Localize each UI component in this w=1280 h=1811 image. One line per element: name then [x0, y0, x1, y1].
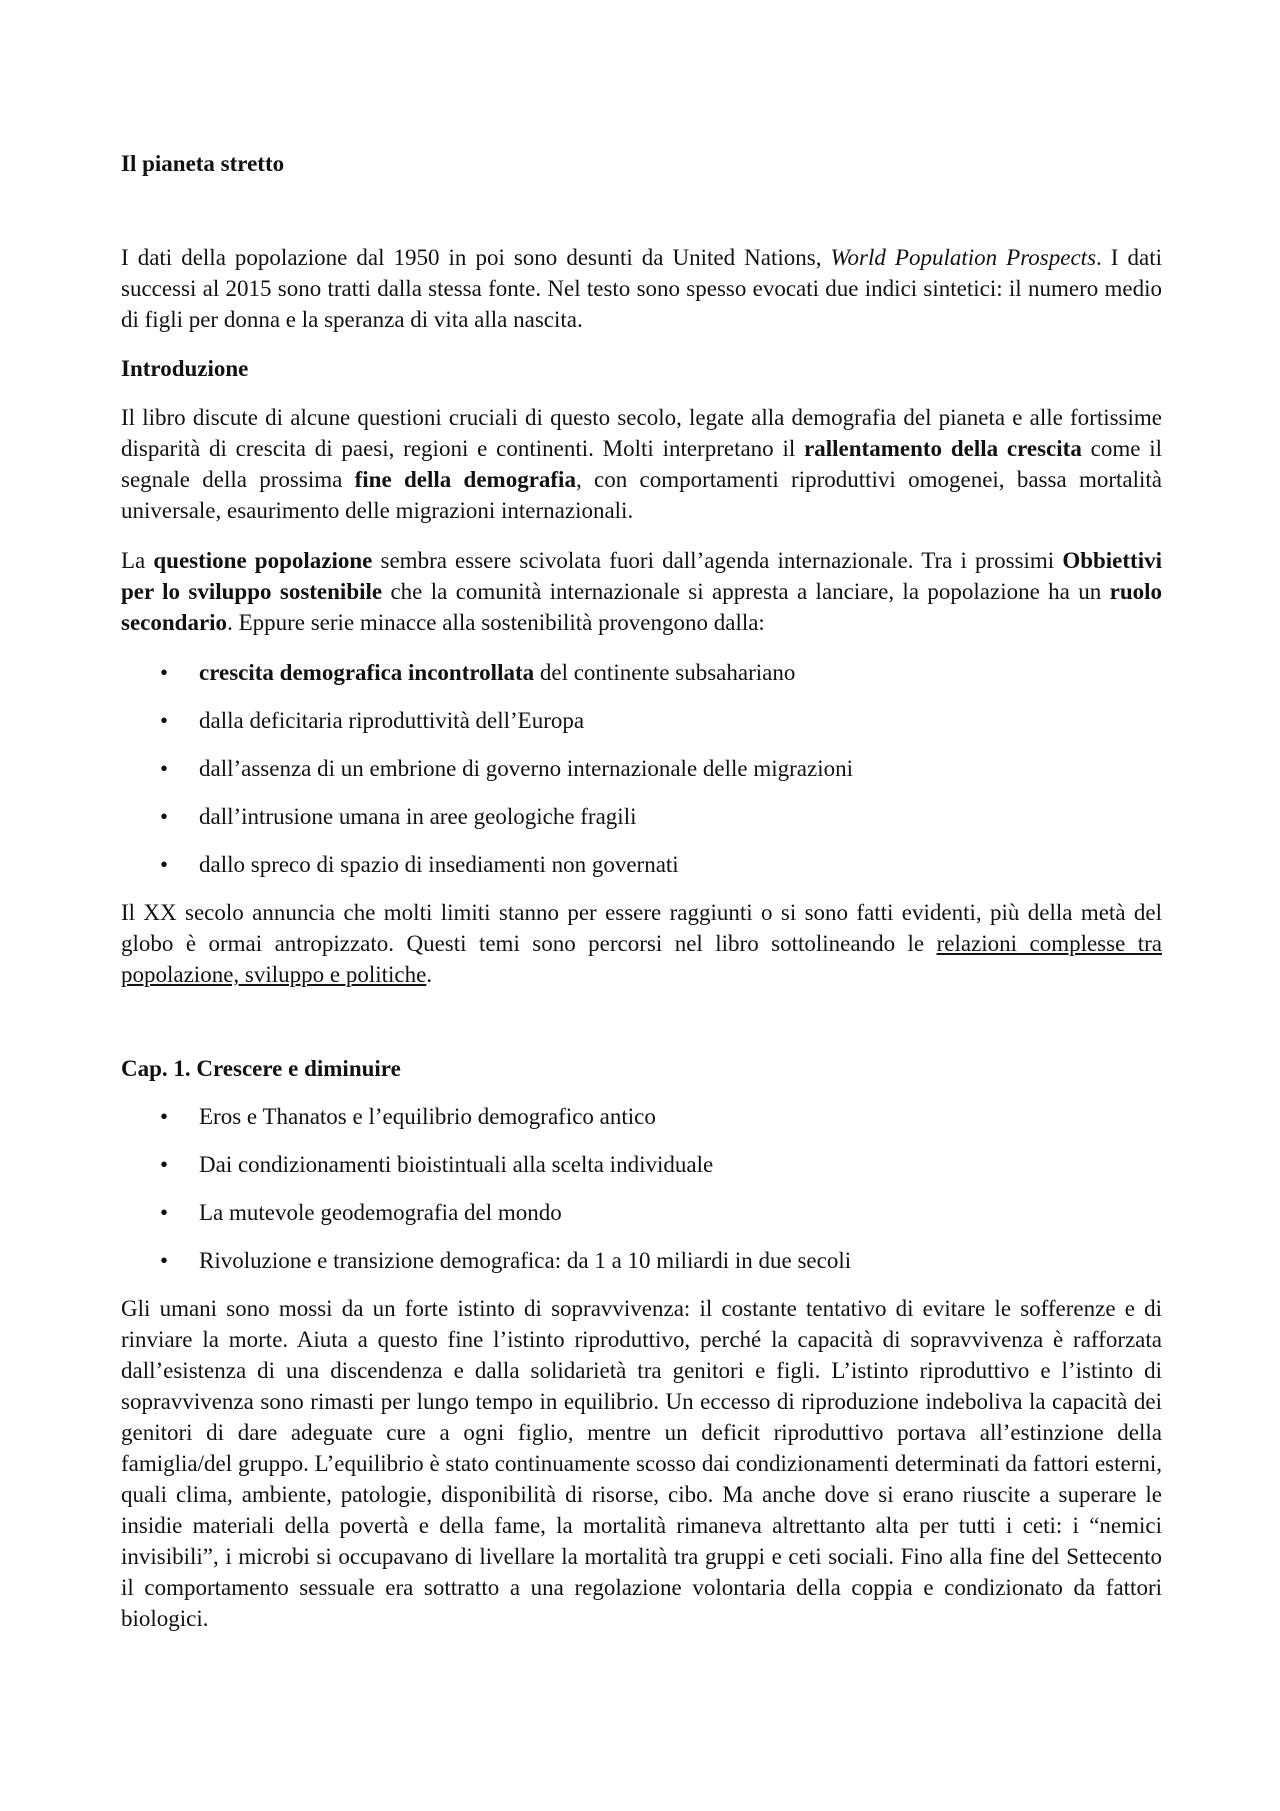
- intro-p2-bold-1: questione popolazione: [153, 548, 373, 573]
- bullet-icon: •: [160, 804, 169, 829]
- source-note-text-2: . I dati successi al 2015 sono tratti dalla stessa fonte. Nel testo sono spesso evocati due indici sintetici: il numero medio di figli per donna e la speranza di vita alla nascita.: [121, 245, 1162, 332]
- bullet-icon: •: [160, 1248, 169, 1273]
- list-item-text: dall’assenza di un embrione di governo internazionale delle migrazioni: [199, 756, 853, 781]
- list-item-text: dalla deficitaria riproduttività dell’Europa: [199, 708, 585, 733]
- intro-p1-text-3: , con comportamenti riproduttivi omogenei, bassa mortalità universale, esaurimento delle migrazioni internazionali.: [121, 467, 1162, 523]
- bullet-icon: •: [160, 660, 169, 685]
- list-item: [121, 1149, 1162, 1180]
- intro-p2-text-4: . Eppure serie minacce alla sostenibilità provengono dalla:: [227, 610, 765, 635]
- list-item: [121, 1101, 1162, 1132]
- intro-paragraph-2: [121, 545, 1162, 638]
- bullet-icon: •: [160, 852, 169, 877]
- intro-paragraph-1: [121, 402, 1162, 526]
- bullet-icon: •: [160, 1104, 169, 1129]
- intro-p3-text-1: Il XX secolo annuncia che molti limiti stanno per essere raggiunti o si sono fatti evidenti, più della metà del globo è ormai antropizzato. Questi temi sono percorsi nel libro sottolineando le: [121, 900, 1162, 956]
- intro-p1-text-2: come il segnale della prossima: [121, 436, 1163, 492]
- chapter-1-topics-list: [121, 1101, 1162, 1276]
- intro-p3-text-2: .: [426, 962, 433, 987]
- intro-p1-bold-1: rallentamento della crescita: [804, 436, 1082, 461]
- intro-p3-underlined: relazioni complesse tra popolazione, sviluppo e politiche: [121, 931, 1162, 987]
- intro-p2-text-3: che la comunità internazionale si appresta a lanciare, la popolazione ha un: [382, 579, 1110, 604]
- bullet-icon: •: [160, 1152, 169, 1177]
- intro-paragraph-3: [121, 897, 1162, 990]
- list-item: [121, 801, 1162, 832]
- intro-heading: Introduzione: [121, 356, 249, 381]
- bullet-icon: •: [160, 1200, 169, 1225]
- list-item-text: Rivoluzione e transizione demografica: da 1 a 10 miliardi in due secoli: [199, 1248, 852, 1273]
- chapter-1-heading: Cap. 1. Crescere e diminuire: [121, 1056, 401, 1081]
- list-item: [121, 849, 1162, 880]
- intro-p1-bold-2: fine della demografia: [354, 467, 576, 492]
- intro-p1-text-1: Il libro discute di alcune questioni cruciali di questo secolo, legate alla demografia del pianeta e alle fortissime disparità di crescita di paesi, regioni e continenti. Molti interpretano il: [121, 405, 1162, 461]
- intro-p2-bold-3: ruolo secondario: [121, 579, 1162, 635]
- list-item: [121, 753, 1162, 784]
- source-note-text-1: I dati della popolazione dal 1950 in poi sono desunti da United Nations,: [121, 245, 831, 270]
- source-note: [121, 242, 1162, 335]
- bullet-icon: •: [160, 756, 169, 781]
- document-body: [121, 148, 1162, 1634]
- list-item-text: dall’intrusione umana in aree geologiche fragili: [199, 804, 637, 829]
- list-item-bold: crescita demografica incontrollata: [199, 660, 535, 685]
- list-item: [121, 1245, 1162, 1276]
- list-item-text: La mutevole geodemografia del mondo: [199, 1200, 562, 1225]
- list-item: [121, 1197, 1162, 1228]
- list-item-text: Dai condizionamenti bioistintuali alla scelta individuale: [199, 1152, 714, 1177]
- chapter-1-paragraph: Gli umani sono mossi da un forte istinto di sopravvivenza: il costante tentativo di evitare le sofferenze e di rinviare la morte. Aiuta a questo fine l’istinto riproduttivo, perché la capacità di sopravvivenza è rafforzata dall’esistenza di una discendenza e dalla solidarietà tra genitori e figli. L’istinto riproduttivo e l’istinto di sopravvivenza sono rimasti per lungo tempo in equilibrio. Un eccesso di riproduzione indeboliva la capacità dei genitori di dare adeguate cure a ogni figlio, mentre un deficit riproduttivo portava all’estinzione della famiglia/del gruppo. L’equilibrio è stato continuamente scosso dai condizionamenti determinati da fattori esterni, quali clima, ambiente, patologie, disponibilità di risorse, cibo. Ma anche dove si erano riuscite a superare le insidie materiali della povertà e della fame, la mortalità rimaneva altrettanto alta per tutti i ceti: i “nemici invisibili”, i microbi si occupavano di livellare la mortalità tra gruppi e ceti sociali. Fino alla fine del Settecento il comportamento sessuale era sottratto a una regolazione volontaria della coppia e condizionato da fattori biologici.: [121, 1296, 1162, 1631]
- list-item-text: del continente subsahariano: [534, 660, 796, 685]
- list-item: [121, 657, 1162, 688]
- intro-p2-text-2: sembra essere scivolata fuori dall’agenda internazionale. Tra i prossimi: [372, 548, 1063, 573]
- list-item: [121, 705, 1162, 736]
- threats-list: [121, 657, 1162, 880]
- list-item-text: dallo spreco di spazio di insediamenti non governati: [199, 852, 679, 877]
- source-title: World Population Prospects: [830, 245, 1097, 270]
- document-title: Il pianeta stretto: [121, 151, 285, 176]
- bullet-icon: •: [160, 708, 169, 733]
- intro-p2-text-1: La: [121, 548, 154, 573]
- list-item-text: Eros e Thanatos e l’equilibrio demografico antico: [199, 1104, 656, 1129]
- intro-p2-bold-2: Obbiettivi per lo sviluppo sostenibile: [121, 548, 1162, 604]
